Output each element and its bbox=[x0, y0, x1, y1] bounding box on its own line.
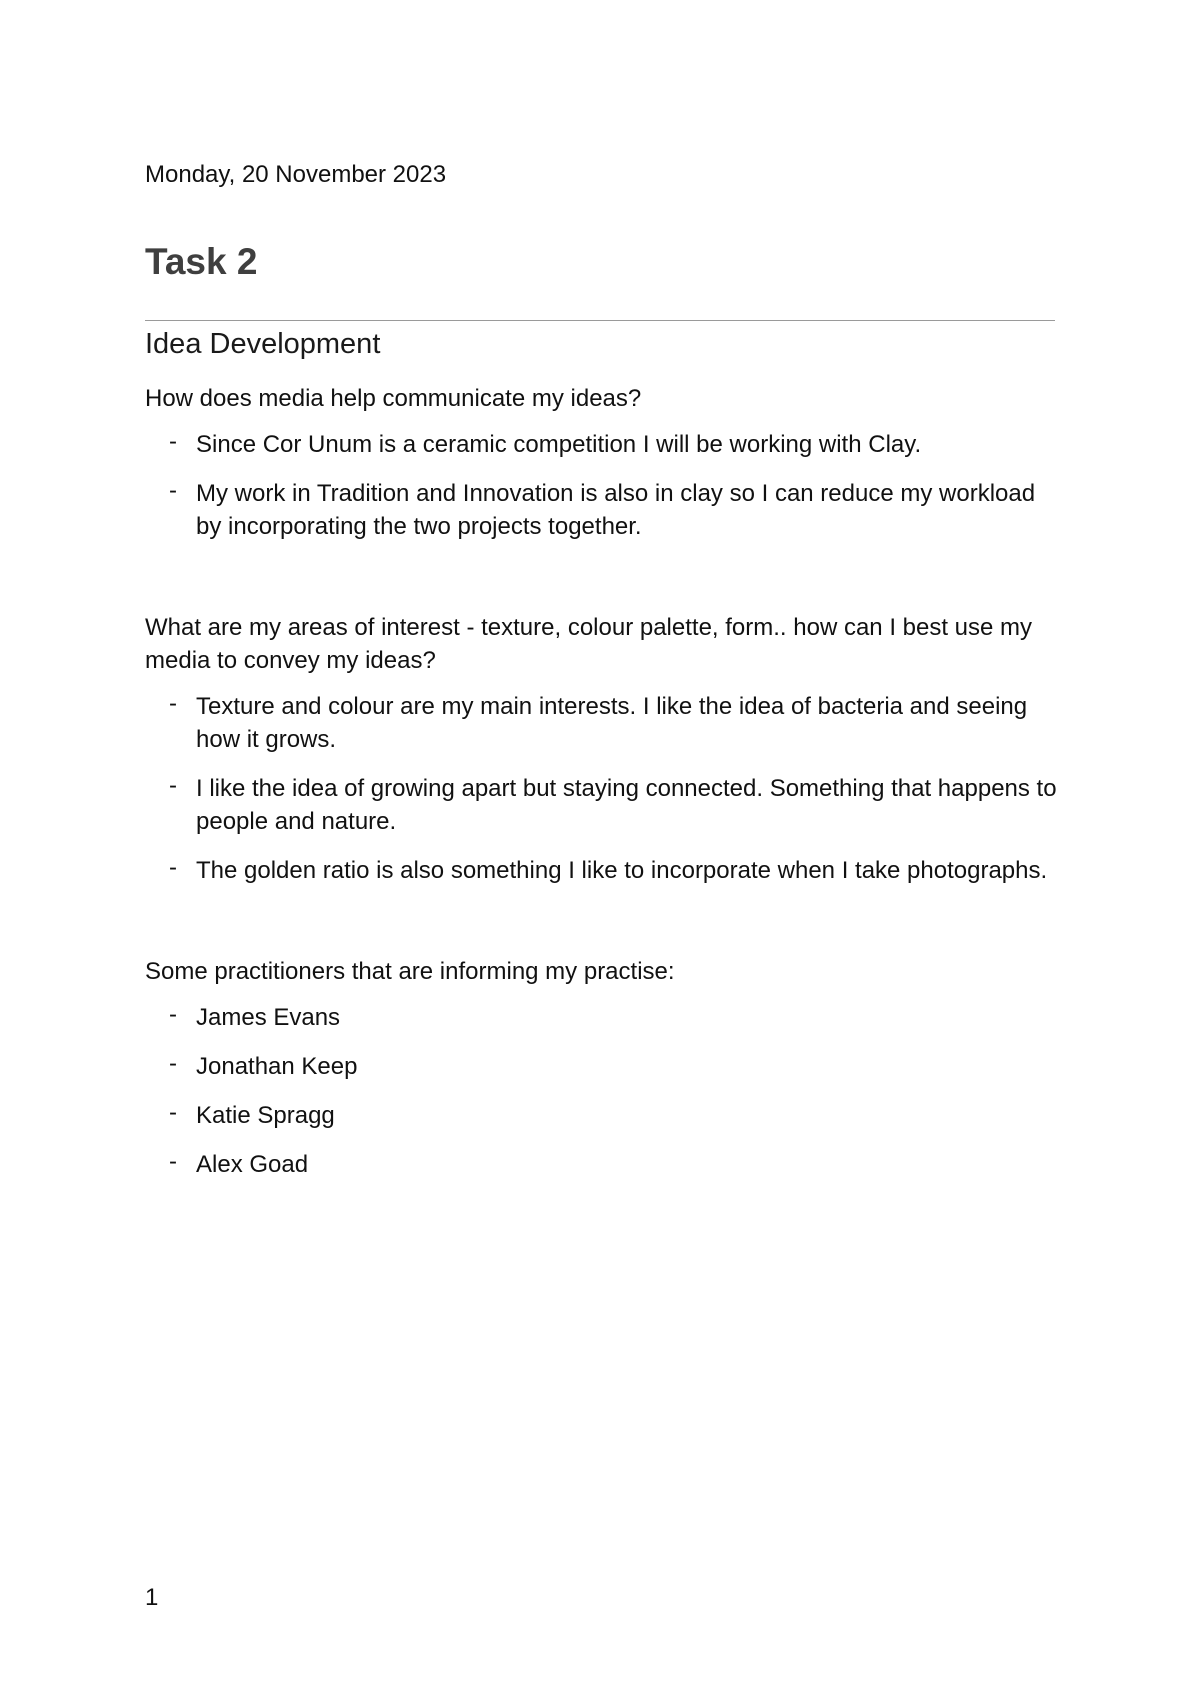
dash-bullet: - bbox=[169, 477, 177, 504]
practitioner-name: Katie Spragg bbox=[196, 1102, 335, 1129]
document-body bbox=[145, 382, 1065, 1197]
question-practitioners: Some practitioners that are informing my practise: bbox=[145, 958, 675, 985]
practitioner-list bbox=[145, 1001, 1065, 1181]
section-spacer bbox=[145, 903, 1065, 955]
list-item bbox=[145, 1050, 1065, 1083]
question-media: How does media help communicate my ideas? bbox=[145, 385, 642, 412]
dash-bullet: - bbox=[169, 690, 177, 717]
list-item-text: I like the idea of growing apart but staying connected. Something that happens to people and nature. bbox=[196, 775, 1057, 835]
list-item bbox=[145, 428, 1065, 461]
dash-bullet: - bbox=[169, 854, 177, 881]
list-item bbox=[145, 1148, 1065, 1181]
list-item-text: My work in Tradition and Innovation is also in clay so I can reduce my workload by incorporating the two projects together. bbox=[196, 480, 1036, 540]
list-item-text: Texture and colour are my main interests. I like the idea of bacteria and seeing how it grows. bbox=[196, 693, 1028, 753]
list-item bbox=[145, 772, 1065, 838]
dash-bullet: - bbox=[169, 1050, 177, 1077]
dash-bullet: - bbox=[169, 428, 177, 455]
dash-bullet: - bbox=[169, 1001, 177, 1028]
list-item bbox=[145, 690, 1065, 756]
list-item bbox=[145, 1099, 1065, 1132]
list-item bbox=[145, 477, 1065, 543]
page-title: Task 2 bbox=[145, 241, 258, 282]
practitioner-name: Alex Goad bbox=[196, 1151, 309, 1178]
dash-bullet: - bbox=[169, 1148, 177, 1175]
practitioner-name: James Evans bbox=[196, 1004, 341, 1031]
document-date: Monday, 20 November 2023 bbox=[145, 161, 447, 188]
practitioner-name: Jonathan Keep bbox=[196, 1053, 358, 1080]
list-item bbox=[145, 854, 1065, 887]
question-interests: What are my areas of interest - texture, colour palette, form.. how can I best use my media to convey my ideas? bbox=[145, 614, 1033, 674]
answer-list-media bbox=[145, 428, 1065, 543]
title-divider bbox=[145, 320, 1055, 321]
list-item-text: Since Cor Unum is a ceramic competition I will be working with Clay. bbox=[196, 431, 922, 458]
list-item-text: The golden ratio is also something I like to incorporate when I take photographs. bbox=[196, 857, 1048, 884]
section-spacer bbox=[145, 559, 1065, 611]
page-number: 1 bbox=[145, 1584, 159, 1611]
dash-bullet: - bbox=[169, 772, 177, 799]
list-item bbox=[145, 1001, 1065, 1034]
dash-bullet: - bbox=[169, 1099, 177, 1126]
section-subtitle: Idea Development bbox=[145, 328, 381, 360]
answer-list-interests bbox=[145, 690, 1065, 887]
